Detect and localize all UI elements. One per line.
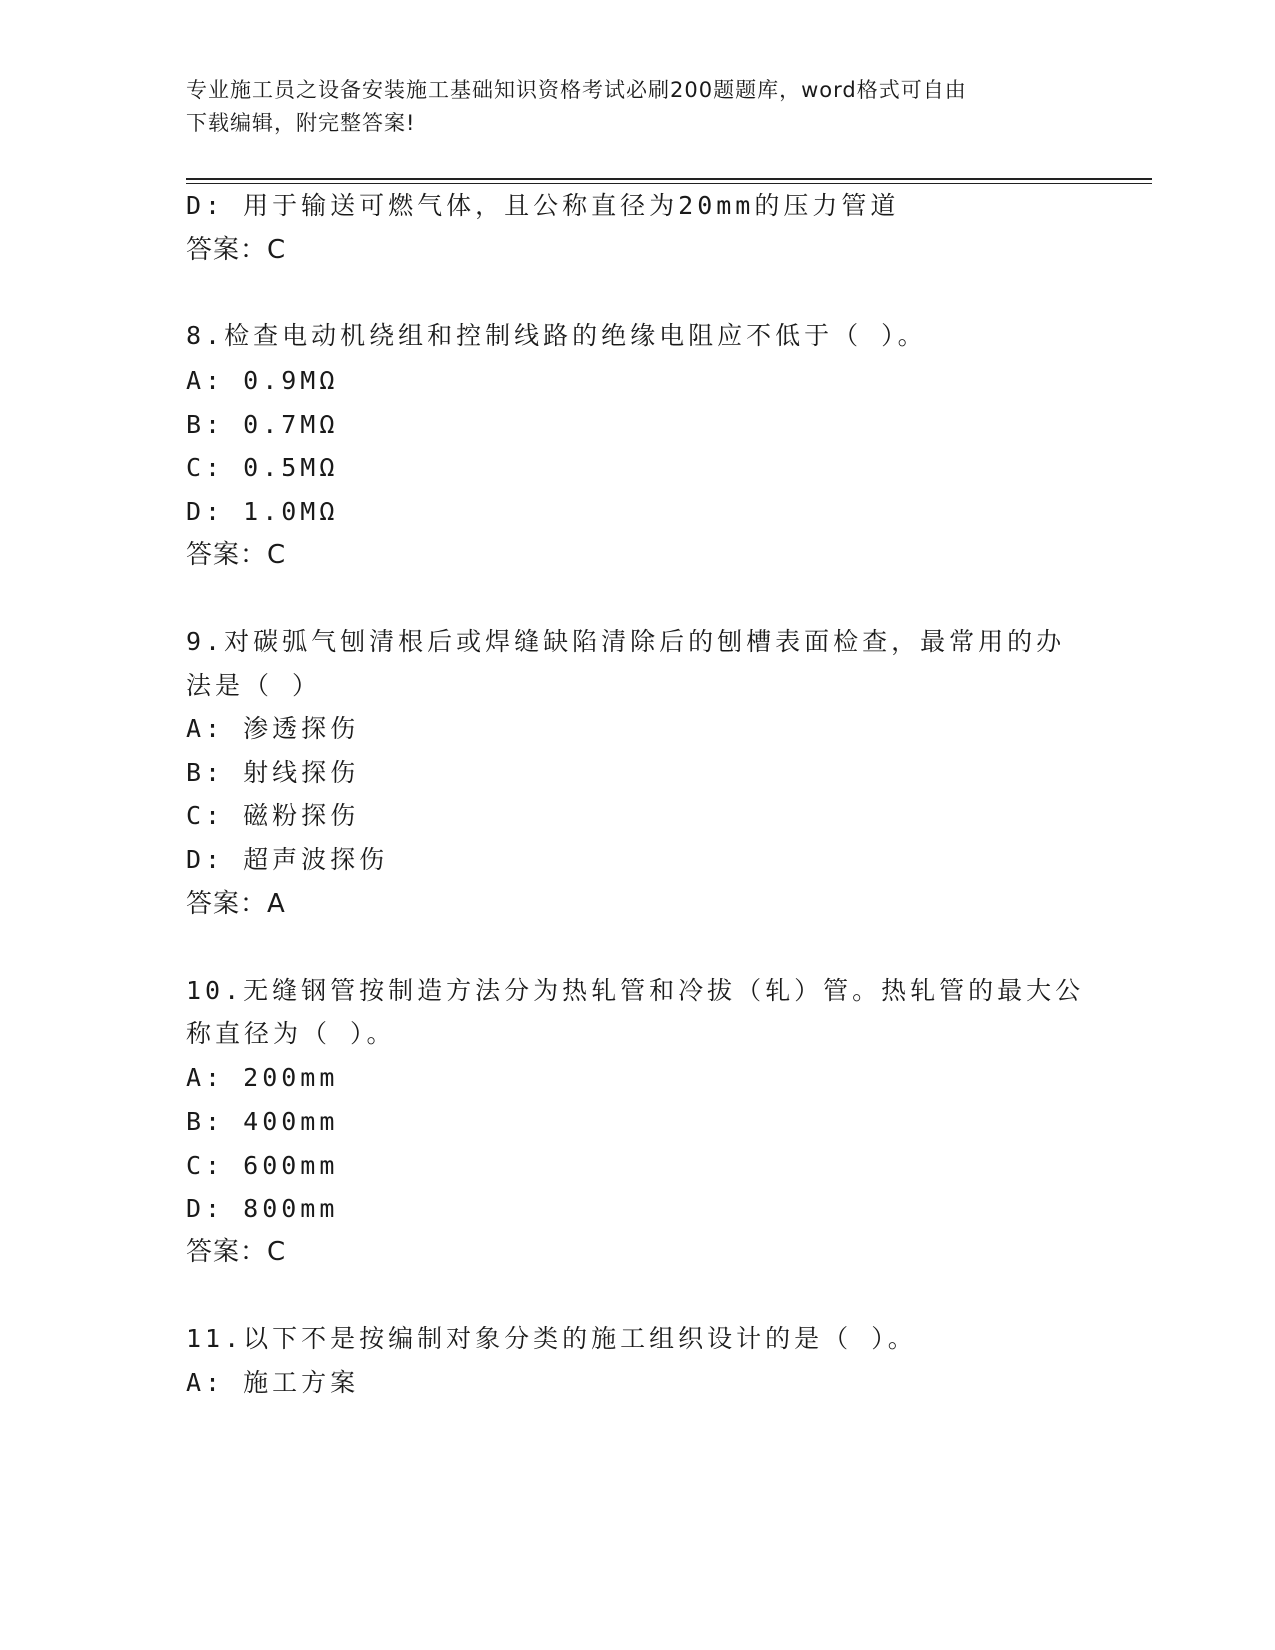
q8-option-b: B: 0.7MΩ (186, 410, 339, 439)
q10-option-c: C: 600mm (186, 1151, 339, 1180)
q10-answer: 答案：C (186, 1237, 287, 1267)
q9-option-d: D: 超声波探伤 (186, 845, 389, 874)
header-line-2: 下载编辑，附完整答案! (186, 111, 416, 135)
q8-stem: 8.检查电动机绕组和控制线路的绝缘电阻应不低于（ ）。 (186, 321, 927, 350)
q11-option-a: A: 施工方案 (186, 1368, 360, 1397)
q9-option-c: C: 磁粉探伤 (186, 801, 360, 830)
q9-option-a: A: 渗透探伤 (186, 714, 360, 743)
q8-answer: 答案：C (186, 540, 287, 570)
header-divider-thin (186, 183, 1152, 184)
document-header (186, 74, 1086, 140)
q10-option-d: D: 800mm (186, 1194, 339, 1223)
prev-answer: 答案：C (186, 235, 287, 265)
q10-option-b: B: 400mm (186, 1107, 339, 1136)
q8-option-d: D: 1.0MΩ (186, 497, 339, 526)
q9-stem-line-1: 9.对碳弧气刨清根后或焊缝缺陷清除后的刨槽表面检查，最常用的办 (186, 627, 1066, 656)
q8-option-c: C: 0.5MΩ (186, 453, 339, 482)
header-line-1: 专业施工员之设备安装施工基础知识资格考试必刷200题题库，word格式可自由 (186, 78, 967, 102)
q8-option-a: A: 0.9MΩ (186, 366, 339, 395)
q9-option-b: B: 射线探伤 (186, 758, 360, 787)
q11-stem: 11.以下不是按编制对象分类的施工组织设计的是（ ）。 (186, 1324, 917, 1353)
q10-stem-line-2: 称直径为（ ）。 (186, 1019, 396, 1048)
q10-stem-line-1: 10.无缝钢管按制造方法分为热轧管和冷拔（轧）管。热轧管的最大公 (186, 976, 1085, 1005)
q10-option-a: A: 200mm (186, 1063, 339, 1092)
q9-answer: 答案：A (186, 889, 286, 919)
header-divider-thick (186, 178, 1152, 180)
q9-stem-line-2: 法是（ ） (186, 671, 322, 700)
prev-option-d: D: 用于输送可燃气体，且公称直径为20mm的压力管道 (186, 191, 900, 220)
